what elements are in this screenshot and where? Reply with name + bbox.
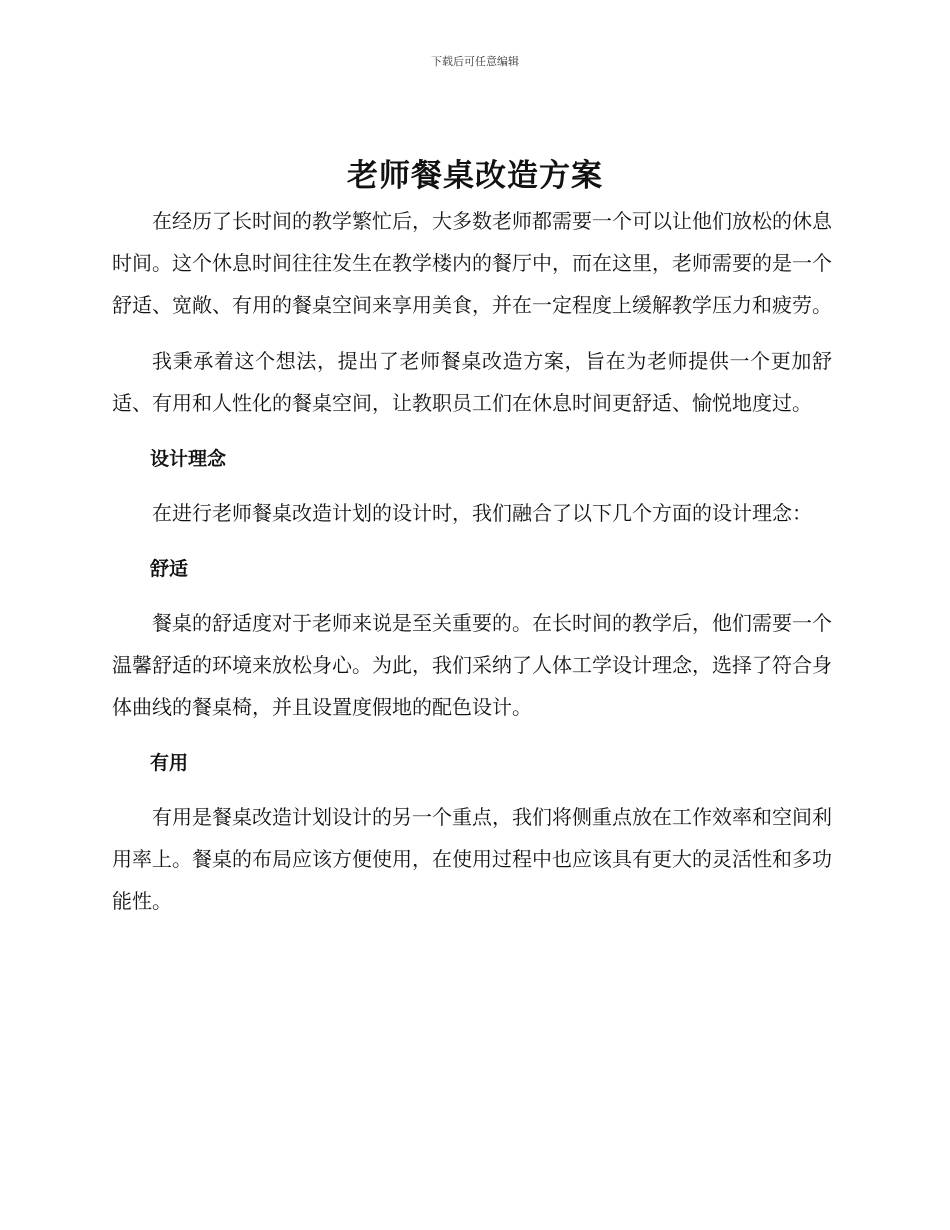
paragraph-proposal: 我秉承着这个想法，提出了老师餐桌改造方案，旨在为老师提供一个更加舒适、有用和人性化的餐桌空间，让教职员工们在休息时间更舒适、愉悦地度过。 xyxy=(112,349,832,415)
paragraph-design-concept: 在进行老师餐桌改造计划的设计时，我们融合了以下几个方面的设计理念： xyxy=(152,501,812,525)
document-title: 老师餐桌改造方案 xyxy=(347,158,603,194)
section-heading-useful: 有用 xyxy=(150,752,189,774)
paragraph-comfort: 餐桌的舒适度对于老师来说是至关重要的。在长时间的教学后，他们需要一个温馨舒适的环境来放松身心。为此，我们采纳了人体工学设计理念，选择了符合身体曲线的餐桌椅，并且设置度假地的配色设计。 xyxy=(112,611,832,719)
section-heading-design-concept: 设计理念 xyxy=(150,448,227,470)
document-body xyxy=(112,200,832,936)
paragraph-intro: 在经历了长时间的教学繁忙后，大多数老师都需要一个可以让他们放松的休息时间。这个休息时间往往发生在教学楼内的餐厅中，而在这里，老师需要的是一个舒适、宽敞、有用的餐桌空间来享用美食，并在一定程度上缓解教学压力和疲劳。 xyxy=(112,209,832,317)
page-header-note: 下载后可任意编辑 xyxy=(431,55,519,68)
section-heading-comfort: 舒适 xyxy=(150,558,189,580)
paragraph-useful: 有用是餐桌改造计划设计的另一个重点，我们将侧重点放在工作效率和空间利用率上。餐桌的布局应该方便使用，在使用过程中也应该具有更大的灵活性和多功能性。 xyxy=(112,805,832,913)
